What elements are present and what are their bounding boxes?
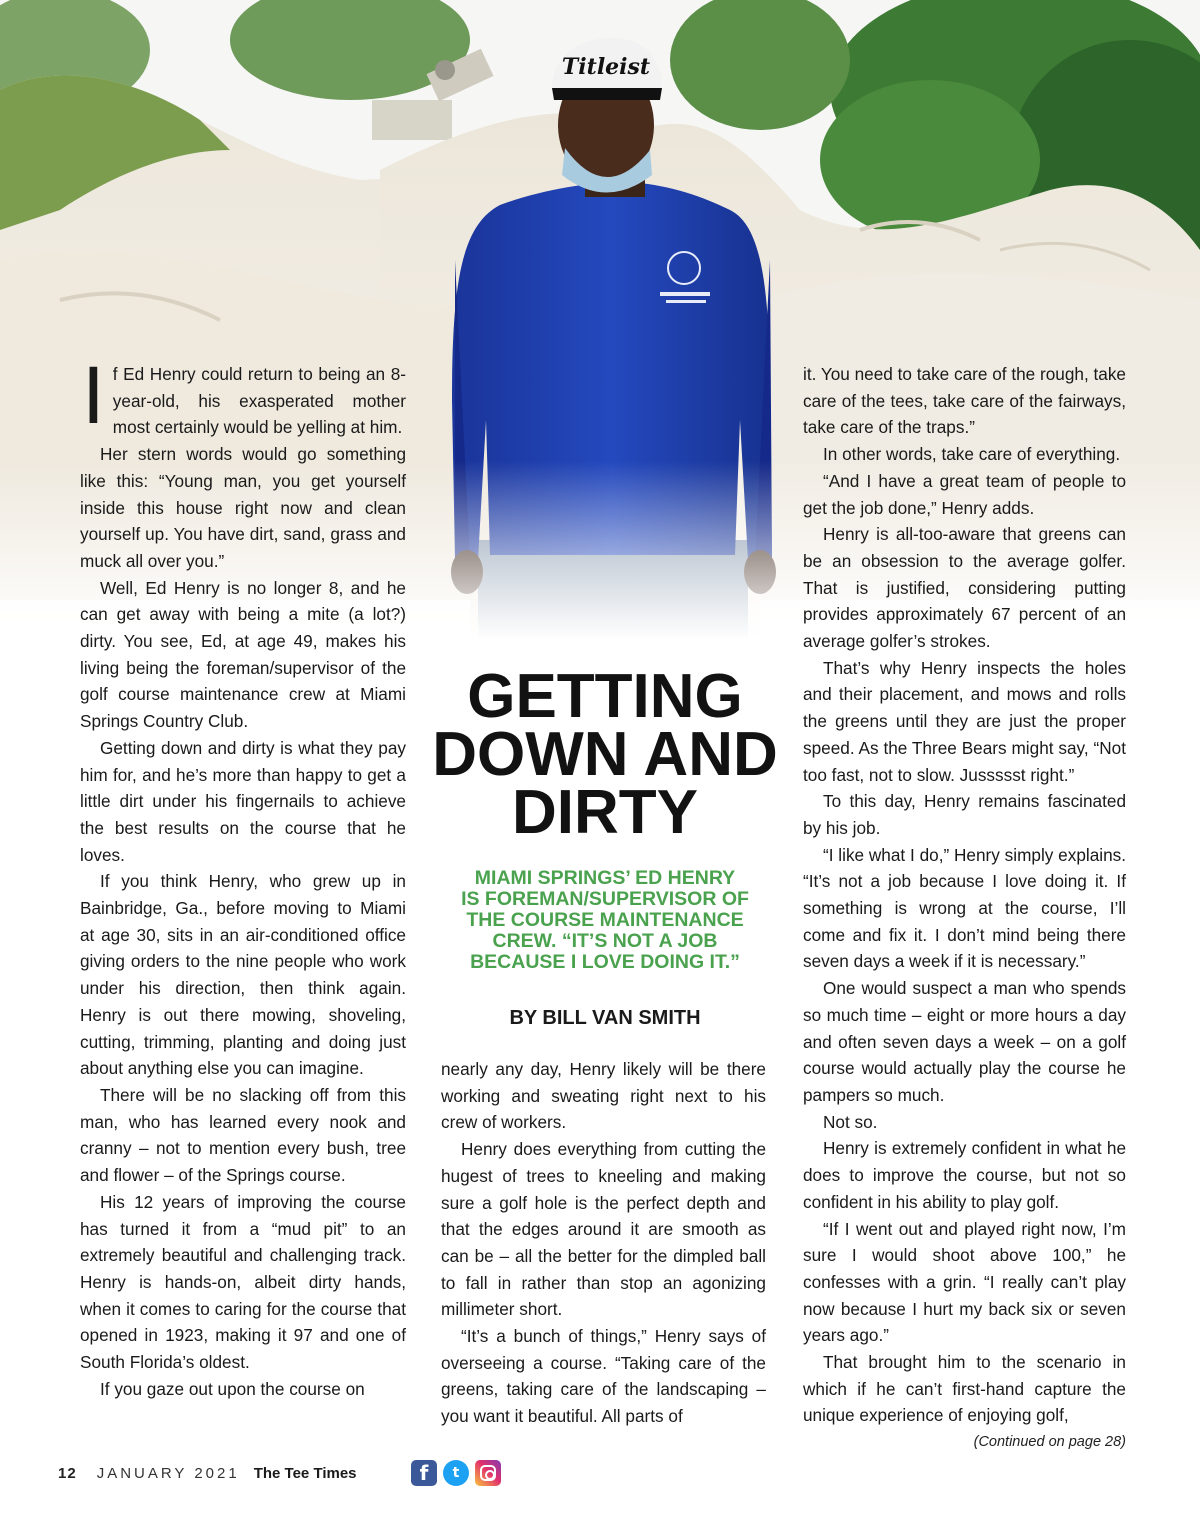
article-paragraph: Well, Ed Henry is no longer 8, and he can get away with being a mite (a lot?) dirty. You see, Ed, at age 49, makes his living being the foreman/supervisor of the golf course maintenance crew at Miami Springs Country Club.: [80, 577, 406, 732]
article-paragraph: “And I have a great team of people to get the job done,” Henry adds.: [803, 470, 1126, 518]
continued-note: (Continued on page 28): [973, 1434, 1126, 1450]
opening-paragraph-wrap: [80, 350, 406, 441]
article-paragraph: it. You need to take care of the rough, take care of the tees, take care of the fairways, take care of the traps.”: [803, 364, 1126, 438]
headline: [420, 662, 790, 847]
byline: BY BILL VAN SMITH: [509, 1007, 701, 1029]
article-paragraph: One would suspect a man who spends so much time – eight or more hours a day and often seven days a week – on a golf course would actually play the course he pampers so much.: [803, 978, 1126, 1105]
article-paragraph: “It’s a bunch of things,” Henry says of overseeing a course. “Taking care of the greens, taking care of the landscaping – you want it beautiful. All parts of: [441, 1326, 766, 1427]
article-paragraph: His 12 years of improving the course has turned it from a “mud pit” to an extremely beautiful and challenging track. Henry is hands-on, albeit dirty hands, when it comes to caring for the course that opened in 1923, making it 97 and one of South Florida’s oldest.: [80, 1191, 406, 1373]
deck-line: BECAUSE I LOVE DOING IT.”: [470, 951, 740, 973]
article-column-1: [80, 350, 406, 1402]
article-paragraph: “I like what I do,” Henry simply explains. “It’s not a job because I love doing it. If something is wrong at the course, I’ll come and fix it. I don’t mind being there seven days a week if it is necessary.”: [803, 844, 1126, 972]
instagram-icon[interactable]: [475, 1460, 501, 1486]
article-column-2: [441, 1056, 766, 1430]
headline-line: GETTING: [467, 662, 743, 731]
article-paragraph: f Ed Henry could return to being an 8-year-old, his exasperated mother most certainly would be yelling at him.: [112, 364, 406, 438]
twitter-icon[interactable]: t: [443, 1460, 469, 1486]
deck-line: IS FOREMAN/SUPERVISOR OF: [461, 888, 749, 910]
deck-line: CREW. “IT’S NOT A JOB: [492, 930, 718, 952]
article-paragraph: Henry is all-too-aware that greens can be an obsession to the average golfer. That is justified, considering putting provides approximately 67 percent of an average golfer’s strokes.: [803, 524, 1126, 652]
article-paragraph: nearly any day, Henry likely will be there working and sweating right next to his crew of workers.: [441, 1059, 766, 1133]
issue-date: JANUARY 2021: [96, 1464, 240, 1482]
article-paragraph: If you gaze out upon the course on: [100, 1378, 365, 1399]
article-paragraph: That brought him to the scenario in which if he can’t first-hand capture the unique experience of enjoying golf,: [803, 1352, 1126, 1426]
article-paragraph: Henry does everything from cutting the hugest of trees to kneeling and making sure a golf hole is the perfect depth and that the edges around it are smooth as can be – all the better for the dimpled ball to fall in rather than stop an agonizing millimeter short.: [441, 1139, 766, 1320]
article-paragraph: Not so.: [823, 1111, 878, 1132]
article-column-3: [803, 361, 1126, 1429]
article-paragraph: If you think Henry, who grew up in Bainbridge, Ga., before moving to Miami at age 30, sits in an air-conditioned office giving orders to the nine people who work under his direction, then think again. Henry is out there mowing, shoveling, cutting, trimming, planting and doing just about anything else you can imagine.: [80, 871, 406, 1079]
deck-line: THE COURSE MAINTENANCE: [466, 909, 744, 931]
article-paragraph: In other words, take care of everything.: [823, 444, 1121, 465]
publication-name: The Tee Times: [253, 1464, 357, 1482]
page-footer: [58, 1458, 357, 1488]
deck-line: MIAMI SPRINGS’ ED HENRY: [474, 867, 736, 889]
page-number: 12: [58, 1464, 77, 1482]
headline-line: DIRTY: [512, 778, 698, 847]
facebook-icon[interactable]: f: [411, 1460, 437, 1486]
article-paragraph: Henry is extremely confident in what he does to improve the course, but not so confident in his ability to play golf.: [803, 1138, 1126, 1212]
article-paragraph: Her stern words would go something like this: “Young man, you get yourself inside this house right now and clean yourself up. You have dirt, sand, grass and muck all over you.”: [80, 444, 406, 571]
article-paragraph: Getting down and dirty is what they pay him for, and he’s more than happy to get a little dirt under his fingernails to achieve the best results on the course that he loves.: [80, 737, 406, 865]
article-paragraph: To this day, Henry remains fascinated by his job.: [803, 791, 1126, 838]
deck-subheadline: [440, 868, 770, 973]
drop-cap: I: [82, 350, 105, 441]
headline-line: DOWN AND: [432, 720, 778, 789]
instagram-ring: [480, 1465, 496, 1481]
social-links: [411, 1460, 501, 1486]
article-paragraph: There will be no slacking off from this man, who has learned every nook and cranny – not to mention every bush, tree and flower – of the Springs course.: [80, 1084, 406, 1186]
article-paragraph: “If I went out and played right now, I’m sure I would shoot above 100,” he confesses with a grin. “I really can’t play now because I hurt my back six or seven years ago.”: [803, 1218, 1126, 1346]
article-paragraph: That’s why Henry inspects the holes and their placement, and mows and rolls the greens until they are just the proper speed. As the Three Bears might say, “Not too fast, not to slow. Jussssst right.”: [803, 657, 1126, 785]
